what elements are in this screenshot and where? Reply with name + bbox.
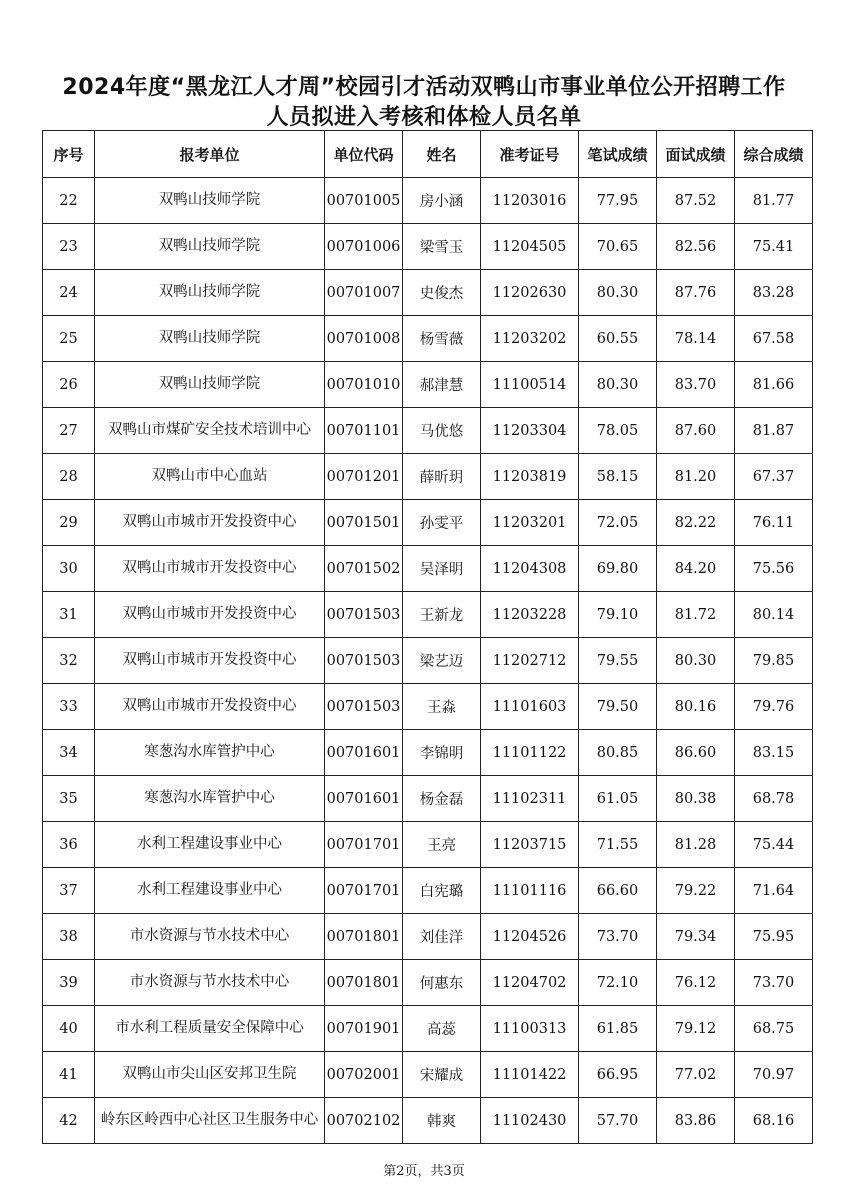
cell-interview: 87.52: [657, 178, 735, 224]
cell-name: 梁雪玉: [403, 224, 481, 270]
cell-unit: 寒葱沟水库管护中心: [95, 776, 325, 822]
cell-ticket: 11101116: [481, 868, 579, 914]
cell-name: 韩爽: [403, 1098, 481, 1144]
cell-no: 22: [43, 178, 95, 224]
cell-unit: 双鸭山市城市开发投资中心: [95, 684, 325, 730]
cell-ticket: 11101122: [481, 730, 579, 776]
cell-written: 79.55: [579, 638, 657, 684]
cell-name: 薛昕玥: [403, 454, 481, 500]
cell-interview: 77.02: [657, 1052, 735, 1098]
cell-no: 37: [43, 868, 95, 914]
table-body: [43, 178, 813, 1144]
cell-name: 马优悠: [403, 408, 481, 454]
cell-unit: 双鸭山市城市开发投资中心: [95, 500, 325, 546]
cell-ticket: 11202712: [481, 638, 579, 684]
cell-interview: 79.12: [657, 1006, 735, 1052]
cell-total: 71.64: [735, 868, 813, 914]
cell-no: 33: [43, 684, 95, 730]
header-interview: 面试成绩: [657, 131, 735, 178]
cell-no: 25: [43, 316, 95, 362]
table-row: [43, 224, 813, 270]
table-row: [43, 776, 813, 822]
cell-ticket: 11203819: [481, 454, 579, 500]
cell-unit: 水利工程建设事业中心: [95, 868, 325, 914]
cell-written: 78.05: [579, 408, 657, 454]
cell-no: 26: [43, 362, 95, 408]
cell-no: 30: [43, 546, 95, 592]
cell-no: 24: [43, 270, 95, 316]
cell-total: 73.70: [735, 960, 813, 1006]
cell-ticket: 11203228: [481, 592, 579, 638]
cell-written: 71.55: [579, 822, 657, 868]
page-title-line2: 人员拟进入考核和体检人员名单: [266, 105, 582, 130]
table-header-row: [43, 131, 813, 178]
cell-name: 王淼: [403, 684, 481, 730]
cell-written: 79.10: [579, 592, 657, 638]
cell-written: 72.05: [579, 500, 657, 546]
cell-written: 69.80: [579, 546, 657, 592]
cell-interview: 78.14: [657, 316, 735, 362]
table-row: [43, 638, 813, 684]
cell-ticket: 11203715: [481, 822, 579, 868]
cell-ticket: 11100313: [481, 1006, 579, 1052]
cell-no: 27: [43, 408, 95, 454]
table-row: [43, 178, 813, 224]
cell-ticket: 11204702: [481, 960, 579, 1006]
cell-code: 00701503: [325, 592, 403, 638]
cell-unit: 双鸭山市城市开发投资中心: [95, 592, 325, 638]
cell-name: 梁艺迈: [403, 638, 481, 684]
candidate-table: [42, 130, 813, 1144]
cell-no: 40: [43, 1006, 95, 1052]
cell-name: 房小涵: [403, 178, 481, 224]
cell-total: 81.87: [735, 408, 813, 454]
cell-unit: 双鸭山市尖山区安邦卫生院: [95, 1052, 325, 1098]
cell-ticket: 11100514: [481, 362, 579, 408]
table-row: [43, 684, 813, 730]
cell-interview: 80.16: [657, 684, 735, 730]
table-row: [43, 914, 813, 960]
cell-code: 00701008: [325, 316, 403, 362]
header-unit: 报考单位: [95, 131, 325, 178]
cell-interview: 80.38: [657, 776, 735, 822]
table-row: [43, 454, 813, 500]
table-row: [43, 270, 813, 316]
cell-name: 郝津慧: [403, 362, 481, 408]
cell-interview: 79.34: [657, 914, 735, 960]
page-title-line1: 2024年度“黑龙江人才周”校园引才活动双鸭山市事业单位公开招聘工作: [62, 75, 786, 100]
cell-interview: 81.72: [657, 592, 735, 638]
cell-interview: 80.30: [657, 638, 735, 684]
cell-interview: 76.12: [657, 960, 735, 1006]
cell-unit: 双鸭山技师学院: [95, 178, 325, 224]
table-row: [43, 1098, 813, 1144]
cell-ticket: 11102311: [481, 776, 579, 822]
cell-no: 39: [43, 960, 95, 1006]
cell-code: 00701801: [325, 960, 403, 1006]
cell-total: 76.11: [735, 500, 813, 546]
cell-unit: 市水资源与节水技术中心: [95, 960, 325, 1006]
cell-no: 42: [43, 1098, 95, 1144]
header-written: 笔试成绩: [579, 131, 657, 178]
cell-total: 67.37: [735, 454, 813, 500]
cell-code: 00701701: [325, 868, 403, 914]
cell-interview: 86.60: [657, 730, 735, 776]
cell-written: 80.85: [579, 730, 657, 776]
cell-no: 32: [43, 638, 95, 684]
cell-total: 67.58: [735, 316, 813, 362]
page-footer: 第2页，共3页: [383, 1164, 465, 1179]
table-row: [43, 868, 813, 914]
cell-name: 史俊杰: [403, 270, 481, 316]
cell-total: 75.41: [735, 224, 813, 270]
cell-interview: 87.60: [657, 408, 735, 454]
cell-interview: 83.70: [657, 362, 735, 408]
cell-no: 23: [43, 224, 95, 270]
cell-unit: 双鸭山技师学院: [95, 270, 325, 316]
header-code: 单位代码: [325, 131, 403, 178]
cell-written: 61.05: [579, 776, 657, 822]
cell-ticket: 11203202: [481, 316, 579, 362]
table-row: [43, 730, 813, 776]
cell-total: 70.97: [735, 1052, 813, 1098]
cell-name: 孙雯平: [403, 500, 481, 546]
cell-written: 77.95: [579, 178, 657, 224]
cell-written: 72.10: [579, 960, 657, 1006]
cell-ticket: 11101422: [481, 1052, 579, 1098]
cell-no: 28: [43, 454, 95, 500]
cell-interview: 84.20: [657, 546, 735, 592]
cell-interview: 82.56: [657, 224, 735, 270]
cell-total: 80.14: [735, 592, 813, 638]
cell-written: 70.65: [579, 224, 657, 270]
table-row: [43, 500, 813, 546]
cell-ticket: 11102430: [481, 1098, 579, 1144]
cell-unit: 双鸭山技师学院: [95, 362, 325, 408]
cell-unit: 寒葱沟水库管护中心: [95, 730, 325, 776]
cell-written: 79.50: [579, 684, 657, 730]
cell-unit: 双鸭山技师学院: [95, 224, 325, 270]
header-name: 姓名: [403, 131, 481, 178]
table-row: [43, 408, 813, 454]
table-row: [43, 316, 813, 362]
cell-interview: 81.28: [657, 822, 735, 868]
cell-no: 35: [43, 776, 95, 822]
cell-total: 75.44: [735, 822, 813, 868]
table-row: [43, 1006, 813, 1052]
cell-written: 80.30: [579, 362, 657, 408]
cell-unit: 双鸭山市煤矿安全技术培训中心: [95, 408, 325, 454]
header-ticket: 准考证号: [481, 131, 579, 178]
cell-interview: 83.86: [657, 1098, 735, 1144]
cell-written: 60.55: [579, 316, 657, 362]
cell-code: 00701005: [325, 178, 403, 224]
cell-interview: 82.22: [657, 500, 735, 546]
cell-code: 00701901: [325, 1006, 403, 1052]
cell-ticket: 11204308: [481, 546, 579, 592]
cell-ticket: 11202630: [481, 270, 579, 316]
cell-written: 66.60: [579, 868, 657, 914]
cell-no: 36: [43, 822, 95, 868]
table-row: [43, 960, 813, 1006]
cell-code: 00701701: [325, 822, 403, 868]
cell-unit: 双鸭山技师学院: [95, 316, 325, 362]
cell-name: 吴泽明: [403, 546, 481, 592]
cell-written: 73.70: [579, 914, 657, 960]
cell-code: 00701010: [325, 362, 403, 408]
cell-name: 杨雪薇: [403, 316, 481, 362]
cell-total: 81.66: [735, 362, 813, 408]
cell-name: 高蕊: [403, 1006, 481, 1052]
cell-written: 80.30: [579, 270, 657, 316]
cell-total: 83.15: [735, 730, 813, 776]
header-no: 序号: [43, 131, 95, 178]
cell-total: 75.56: [735, 546, 813, 592]
cell-written: 61.85: [579, 1006, 657, 1052]
cell-no: 34: [43, 730, 95, 776]
cell-total: 79.85: [735, 638, 813, 684]
cell-name: 李锦明: [403, 730, 481, 776]
cell-ticket: 11204526: [481, 914, 579, 960]
cell-code: 00701006: [325, 224, 403, 270]
cell-total: 79.76: [735, 684, 813, 730]
cell-unit: 双鸭山市城市开发投资中心: [95, 638, 325, 684]
cell-name: 刘佳洋: [403, 914, 481, 960]
cell-code: 00701201: [325, 454, 403, 500]
cell-interview: 79.22: [657, 868, 735, 914]
cell-unit: 岭东区岭西中心社区卫生服务中心: [95, 1098, 325, 1144]
cell-ticket: 11204505: [481, 224, 579, 270]
cell-no: 29: [43, 500, 95, 546]
cell-ticket: 11101603: [481, 684, 579, 730]
cell-name: 杨金磊: [403, 776, 481, 822]
cell-unit: 市水利工程质量安全保障中心: [95, 1006, 325, 1052]
cell-interview: 81.20: [657, 454, 735, 500]
cell-unit: 水利工程建设事业中心: [95, 822, 325, 868]
cell-written: 66.95: [579, 1052, 657, 1098]
header-total: 综合成绩: [735, 131, 813, 178]
cell-ticket: 11203304: [481, 408, 579, 454]
cell-name: 何惠东: [403, 960, 481, 1006]
cell-code: 00701007: [325, 270, 403, 316]
cell-total: 75.95: [735, 914, 813, 960]
cell-code: 00701502: [325, 546, 403, 592]
cell-total: 68.75: [735, 1006, 813, 1052]
cell-code: 00701503: [325, 638, 403, 684]
cell-total: 83.28: [735, 270, 813, 316]
cell-code: 00701801: [325, 914, 403, 960]
cell-code: 00701501: [325, 500, 403, 546]
cell-code: 00701601: [325, 730, 403, 776]
cell-written: 57.70: [579, 1098, 657, 1144]
cell-no: 31: [43, 592, 95, 638]
cell-name: 白宪璐: [403, 868, 481, 914]
cell-no: 38: [43, 914, 95, 960]
table-row: [43, 1052, 813, 1098]
cell-name: 宋耀成: [403, 1052, 481, 1098]
cell-code: 00702102: [325, 1098, 403, 1144]
cell-total: 81.77: [735, 178, 813, 224]
cell-unit: 双鸭山市城市开发投资中心: [95, 546, 325, 592]
cell-interview: 87.76: [657, 270, 735, 316]
cell-ticket: 11203201: [481, 500, 579, 546]
cell-ticket: 11203016: [481, 178, 579, 224]
cell-unit: 市水资源与节水技术中心: [95, 914, 325, 960]
cell-written: 58.15: [579, 454, 657, 500]
cell-unit: 双鸭山市中心血站: [95, 454, 325, 500]
table-row: [43, 592, 813, 638]
cell-code: 00702001: [325, 1052, 403, 1098]
cell-name: 王亮: [403, 822, 481, 868]
table-row: [43, 822, 813, 868]
cell-code: 00701503: [325, 684, 403, 730]
cell-name: 王新龙: [403, 592, 481, 638]
cell-total: 68.16: [735, 1098, 813, 1144]
cell-code: 00701601: [325, 776, 403, 822]
table-row: [43, 362, 813, 408]
table-row: [43, 546, 813, 592]
cell-total: 68.78: [735, 776, 813, 822]
cell-code: 00701101: [325, 408, 403, 454]
cell-no: 41: [43, 1052, 95, 1098]
